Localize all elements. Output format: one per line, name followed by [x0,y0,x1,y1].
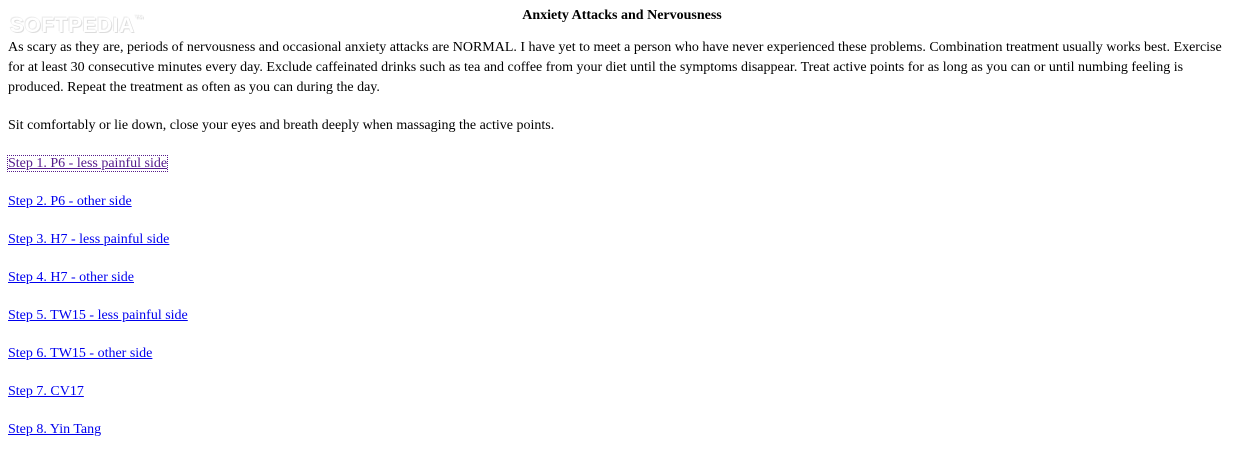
list-item [8,344,1236,364]
step-7-link[interactable]: Step 7. CV17 [8,384,84,399]
page-content [8,6,1236,458]
step-8-link[interactable]: Step 8. Yin Tang [8,422,102,437]
step-2-link[interactable]: Step 2. P6 - other side [8,194,132,209]
steps-list [8,154,1236,440]
list-item [8,306,1236,326]
list-item [8,382,1236,402]
watermark-text: SOFTPEDIA [10,14,135,37]
list-item [8,154,1236,174]
step-4-link[interactable]: Step 4. H7 - other side [8,270,134,285]
list-item [8,420,1236,440]
instructions-paragraph: Sit comfortably or lie down, close your eyes and breath deeply when massaging the active points. [8,118,555,133]
trademark-symbol: ™ [134,14,145,24]
step-3-link[interactable]: Step 3. H7 - less painful side [8,232,170,247]
step-5-link[interactable]: Step 5. TW15 - less painful side [8,308,188,323]
step-1-link[interactable]: Step 1. P6 - less painful side [8,156,168,171]
step-6-link[interactable]: Step 6. TW15 - other side [8,346,153,361]
list-item [8,192,1236,212]
page-title: Anxiety Attacks and Nervousness [522,8,722,23]
list-item [8,230,1236,250]
list-item [8,268,1236,288]
intro-paragraph: As scary as they are, periods of nervousness and occasional anxiety attacks are NORMAL. I have yet to meet a person who have never experienced these problems. Combination treatment usually works best. Exercise for at least 30 consecutive minutes every day. Exclude caffeinated drinks such as tea and coffee from your diet until the symptoms disappear. Treat active points for as long as you can or until numbing feeling is produced. Repeat the treatment as often as you can during the day. [8,40,1222,95]
